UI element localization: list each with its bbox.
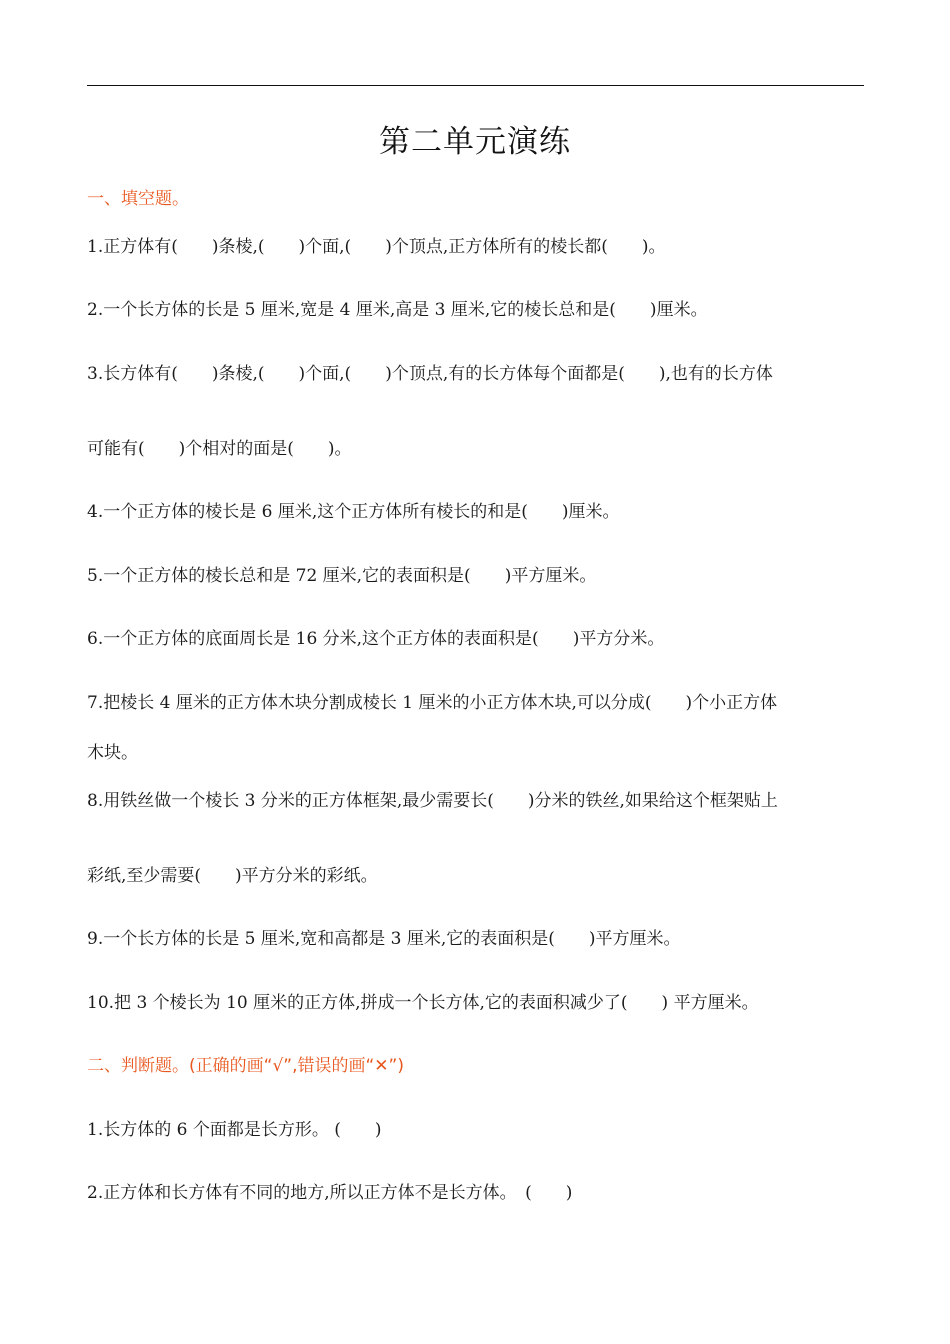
question-line: 6.一个正方体的底面周长是 16 分米,这个正方体的表面积是( )平方分米。	[87, 629, 665, 649]
question-line: 5.一个正方体的棱长总和是 72 厘米,它的表面积是( )平方厘米。	[87, 566, 597, 586]
question-line: 木块。	[87, 743, 138, 763]
question-line: 9.一个长方体的长是 5 厘米,宽和高都是 3 厘米,它的表面积是( )平方厘米。	[87, 929, 681, 949]
question-line: 彩纸,至少需要( )平方分米的彩纸。	[87, 866, 378, 886]
question-line: 1.长方体的 6 个面都是长方形。 ( )	[87, 1120, 382, 1140]
question-line: 8.用铁丝做一个棱长 3 分米的正方体框架,最少需要长( )分米的铁丝,如果给这个框架贴上	[87, 791, 778, 811]
section-heading-fill-blank: 一、填空题。	[87, 189, 189, 209]
section-heading-true-false: 二、判断题。(正确的画“√”,错误的画“✕”)	[87, 1056, 404, 1076]
question-line: 4.一个正方体的棱长是 6 厘米,这个正方体所有棱长的和是( )厘米。	[87, 502, 620, 522]
question-line: 10.把 3 个棱长为 10 厘米的正方体,拼成一个长方体,它的表面积减少了( ) 平方厘米。	[87, 993, 759, 1013]
header-rule	[87, 85, 864, 86]
question-line: 2.正方体和长方体有不同的地方,所以正方体不是长方体。 ( )	[87, 1183, 573, 1203]
question-line: 3.长方体有( )条棱,( )个面,( )个顶点,有的长方体每个面都是( ),也有的长方体	[87, 364, 773, 384]
question-line: 可能有( )个相对的面是( )。	[87, 439, 352, 459]
question-line: 7.把棱长 4 厘米的正方体木块分割成棱长 1 厘米的小正方体木块,可以分成( )个小正方体	[87, 693, 778, 713]
question-line: 2.一个长方体的长是 5 厘米,宽是 4 厘米,高是 3 厘米,它的棱长总和是( )厘米。	[87, 300, 708, 320]
question-line: 1.正方体有( )条棱,( )个面,( )个顶点,正方体所有的棱长都( )。	[87, 237, 666, 257]
page-title: 第二单元演练	[379, 124, 571, 160]
